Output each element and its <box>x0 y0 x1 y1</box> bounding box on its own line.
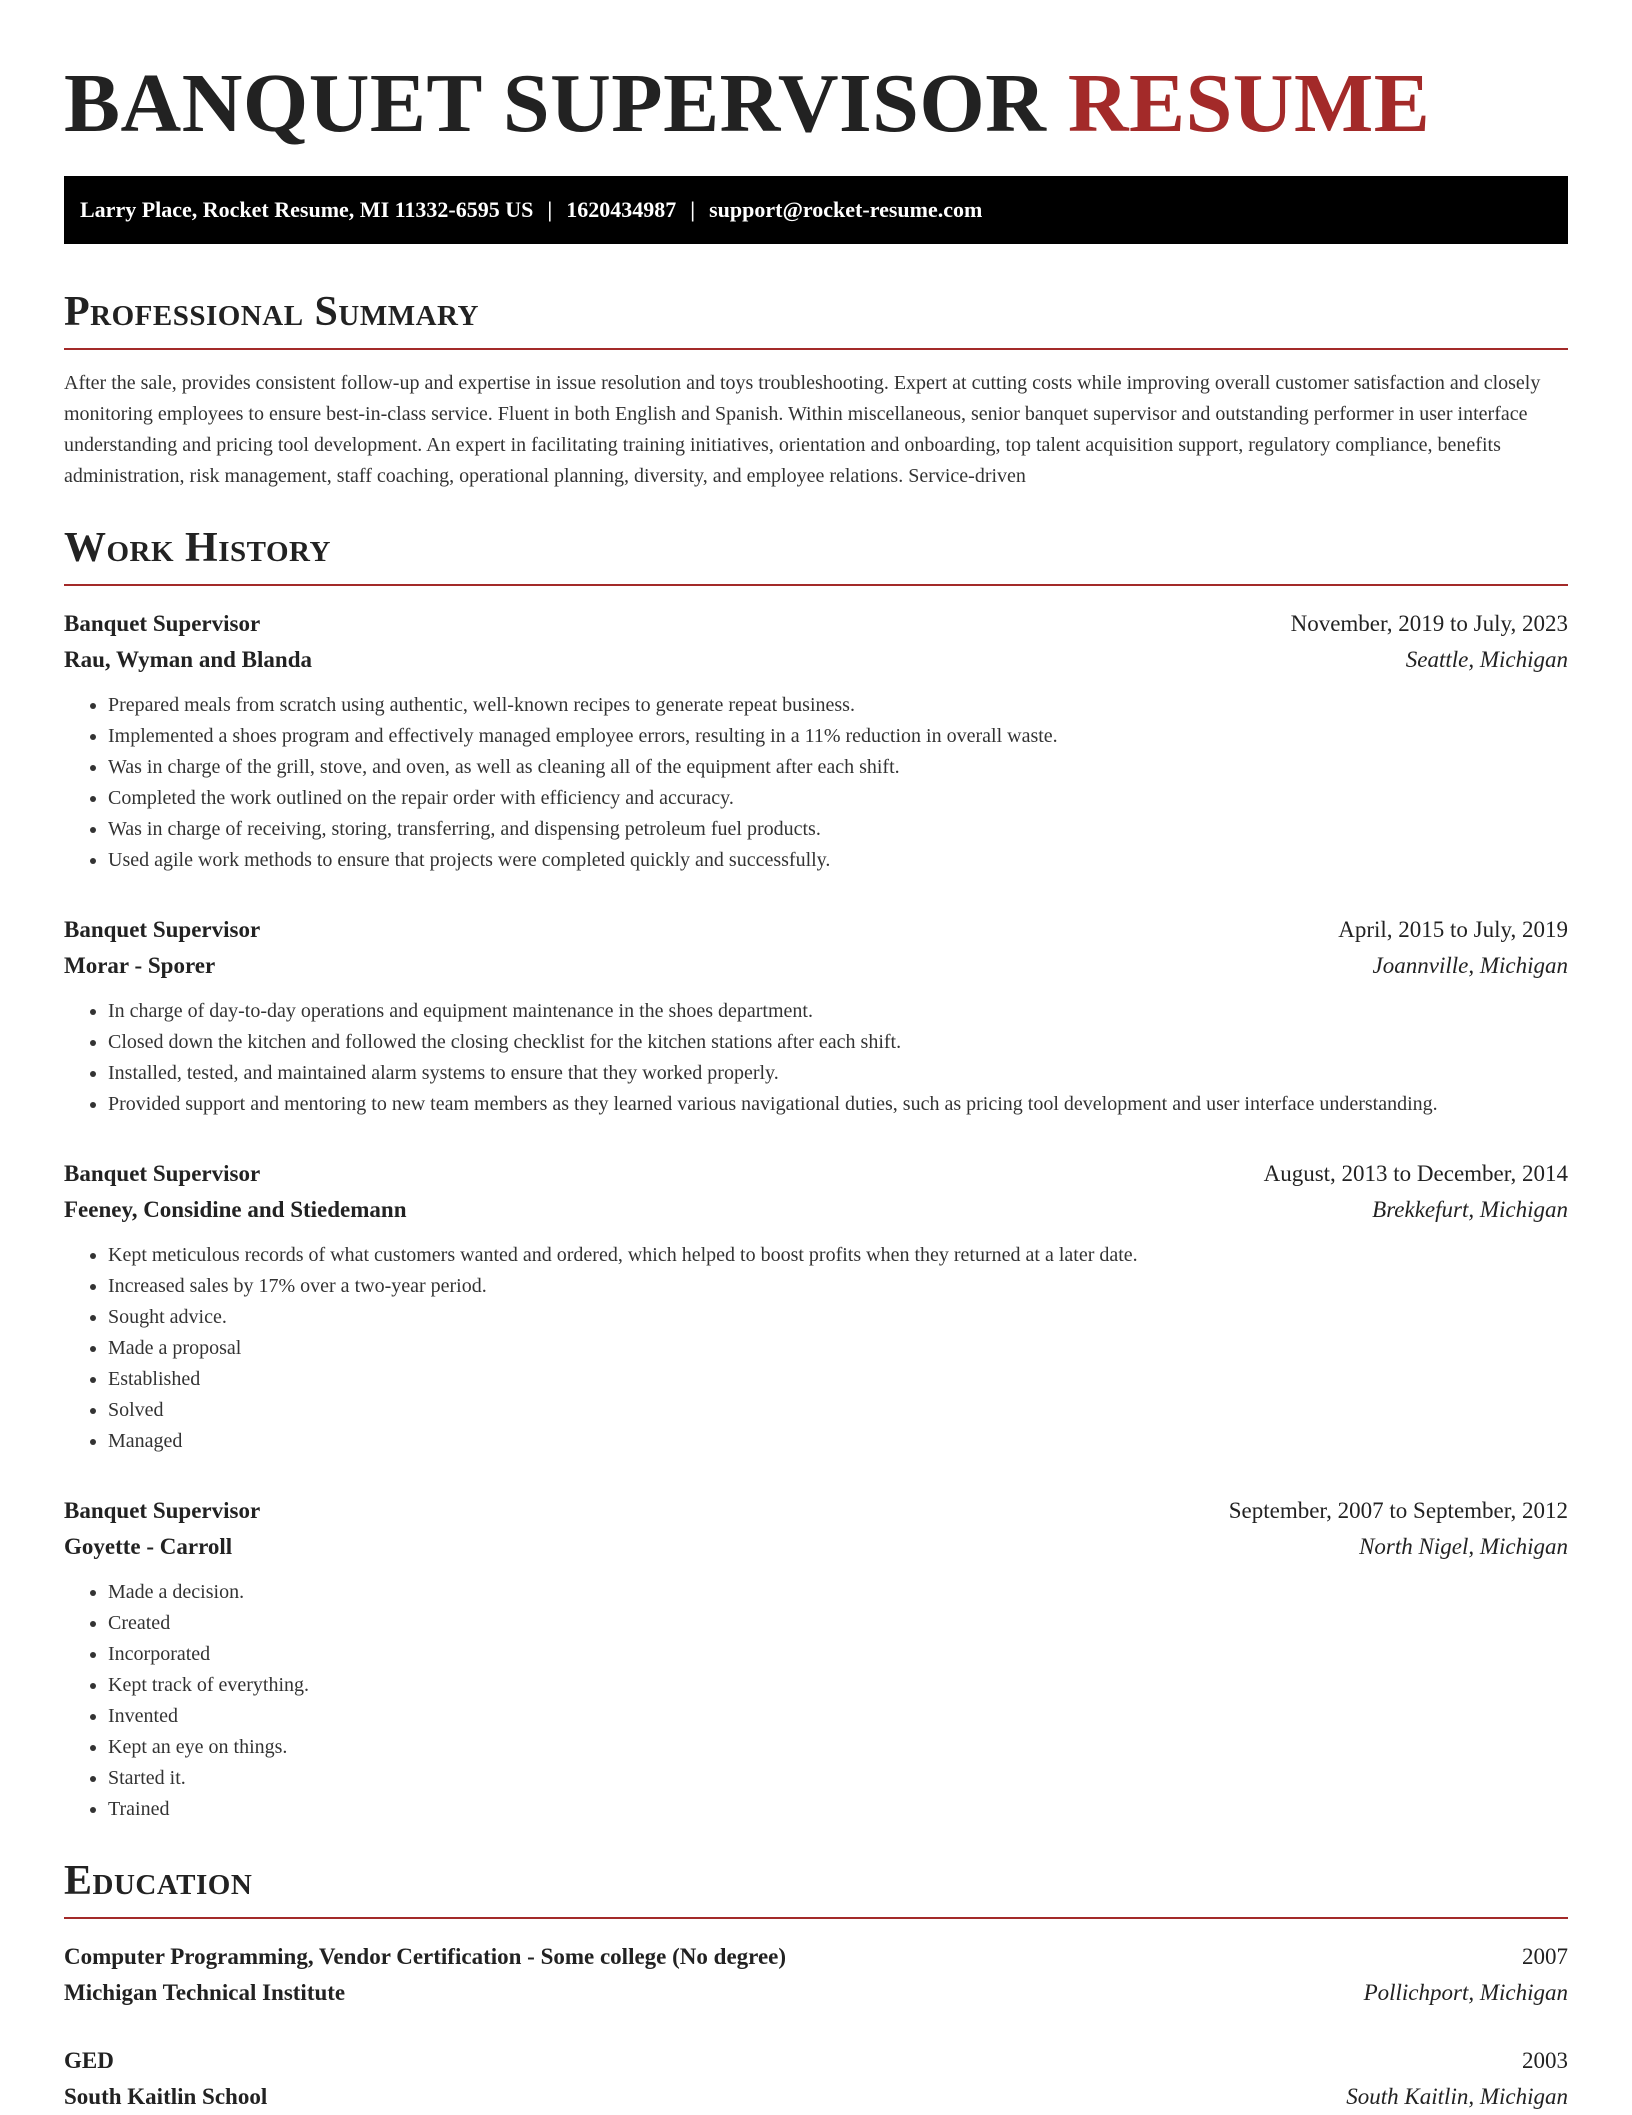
job-bullets <box>64 1240 1568 1457</box>
job-bullet: • Kept track of everything. <box>108 1670 1568 1701</box>
job-company: Morar - Sporer <box>64 953 216 978</box>
contact-separator: | <box>547 197 553 222</box>
education-location: South Kaitlin, Michigan <box>1346 2084 1568 2109</box>
job-company: Feeney, Considine and Stiedemann <box>64 1197 407 1222</box>
education-year: 2003 <box>1522 2048 1568 2073</box>
job-bullet: • Invented <box>108 1701 1568 1732</box>
job-location: Seattle, Michigan <box>1405 647 1568 672</box>
job-bullet: • Created <box>108 1608 1568 1639</box>
resume-page <box>64 0 1568 2115</box>
job-title: Banquet Supervisor <box>64 1161 261 1186</box>
job-bullet: • Increased sales by 17% over a two-year period. <box>108 1271 1568 1302</box>
summary-text: After the sale, provides consistent follow-up and expertise in issue resolution and toys troubleshooting. Expert at cutting costs while improving overall customer satisfaction and closely monitoring employees to ensure best-in-class service. Fluent in both English and Spanish. Within miscellaneous, senior banquet supervisor and outstanding performer in user interface understanding and pricing tool development. An expert in facilitating training initiatives, orientation and onboarding, top talent acquisition support, regulatory compliance, benefits administration, risk management, staff coaching, operational planning, diversity, and employee relations. Service-driven <box>64 372 1541 487</box>
job-bullet: • Established <box>108 1364 1568 1395</box>
contact-address: Larry Place, Rocket Resume, MI 11332-6595 US <box>80 197 534 222</box>
job-dates: April, 2015 to July, 2019 <box>1338 917 1568 942</box>
resume-title <box>64 0 1568 154</box>
job-bullets <box>64 690 1568 876</box>
job-bullet: • Completed the work outlined on the repair order with efficiency and accuracy. <box>108 783 1568 814</box>
job-location: Brekkefurt, Michigan <box>1372 1197 1568 1222</box>
education-school: Michigan Technical Institute <box>64 1980 346 2005</box>
education-school: South Kaitlin School <box>64 2084 268 2109</box>
education-entry <box>64 1939 1568 2011</box>
contact-separator: | <box>690 197 696 222</box>
education-year: 2007 <box>1522 1944 1568 1969</box>
job-bullet: • Trained <box>108 1794 1568 1825</box>
job-bullet: • Used agile work methods to ensure that projects were completed quickly and successfully. <box>108 845 1568 876</box>
job-bullet: • Sought advice. <box>108 1302 1568 1333</box>
job-title: Banquet Supervisor <box>64 1498 261 1523</box>
summary-heading: Professional Summary <box>64 284 1568 350</box>
job-title: Banquet Supervisor <box>64 917 261 942</box>
contact-bar <box>64 176 1568 244</box>
job-bullet: • Kept meticulous records of what customers wanted and ordered, which helped to boost profits when they returned at a later date. <box>108 1240 1568 1271</box>
job-bullet: • Provided support and mentoring to new team members as they learned various navigational duties, such as pricing tool development and user interface understanding. <box>108 1089 1568 1120</box>
job-bullet: • Managed <box>108 1426 1568 1457</box>
job-dates: November, 2019 to July, 2023 <box>1290 611 1568 636</box>
title-accent: RESUME <box>1067 57 1431 150</box>
contact-email: support@rocket-resume.com <box>709 197 983 222</box>
job-bullet: • Kept an eye on things. <box>108 1732 1568 1763</box>
job-bullet: • Made a decision. <box>108 1577 1568 1608</box>
job-company: Rau, Wyman and Blanda <box>64 647 312 672</box>
contact-phone: 1620434987 <box>566 197 677 222</box>
job-entry <box>64 606 1568 876</box>
job-bullet: • Closed down the kitchen and followed the closing checklist for the kitchen stations after each shift. <box>108 1027 1568 1058</box>
job-bullet: • Implemented a shoes program and effectively managed employee errors, resulting in a 11% reduction in overall waste. <box>108 721 1568 752</box>
job-bullet: • Solved <box>108 1395 1568 1426</box>
job-entry <box>64 1493 1568 1825</box>
education-heading: Education <box>64 1853 1568 1919</box>
job-bullet: • Started it. <box>108 1763 1568 1794</box>
job-dates: August, 2013 to December, 2014 <box>1263 1161 1568 1186</box>
job-bullet: • Made a proposal <box>108 1333 1568 1364</box>
job-bullets <box>64 996 1568 1120</box>
work-history-heading: Work History <box>64 520 1568 586</box>
job-entry <box>64 912 1568 1120</box>
job-bullet: • Was in charge of the grill, stove, and oven, as well as cleaning all of the equipment after each shift. <box>108 752 1568 783</box>
education-degree: Computer Programming, Vendor Certification - Some college (No degree) <box>64 1944 787 1969</box>
job-title: Banquet Supervisor <box>64 611 261 636</box>
job-bullets <box>64 1577 1568 1825</box>
title-main: BANQUET SUPERVISOR <box>64 57 1047 150</box>
job-company: Goyette - Carroll <box>64 1534 233 1559</box>
education-degree: GED <box>64 2048 114 2073</box>
job-bullet: • Installed, tested, and maintained alarm systems to ensure that they worked properly. <box>108 1058 1568 1089</box>
job-location: North Nigel, Michigan <box>1359 1534 1568 1559</box>
job-dates: September, 2007 to September, 2012 <box>1228 1498 1568 1523</box>
education-entry <box>64 2043 1568 2115</box>
job-bullet: • Prepared meals from scratch using authentic, well-known recipes to generate repeat business. <box>108 690 1568 721</box>
education-location: Pollichport, Michigan <box>1363 1980 1568 2005</box>
job-bullet: • In charge of day-to-day operations and equipment maintenance in the shoes department. <box>108 996 1568 1027</box>
job-location: Joannville, Michigan <box>1372 953 1568 978</box>
job-bullet: • Was in charge of receiving, storing, transferring, and dispensing petroleum fuel products. <box>108 814 1568 845</box>
job-bullet: • Incorporated <box>108 1639 1568 1670</box>
job-entry <box>64 1156 1568 1457</box>
